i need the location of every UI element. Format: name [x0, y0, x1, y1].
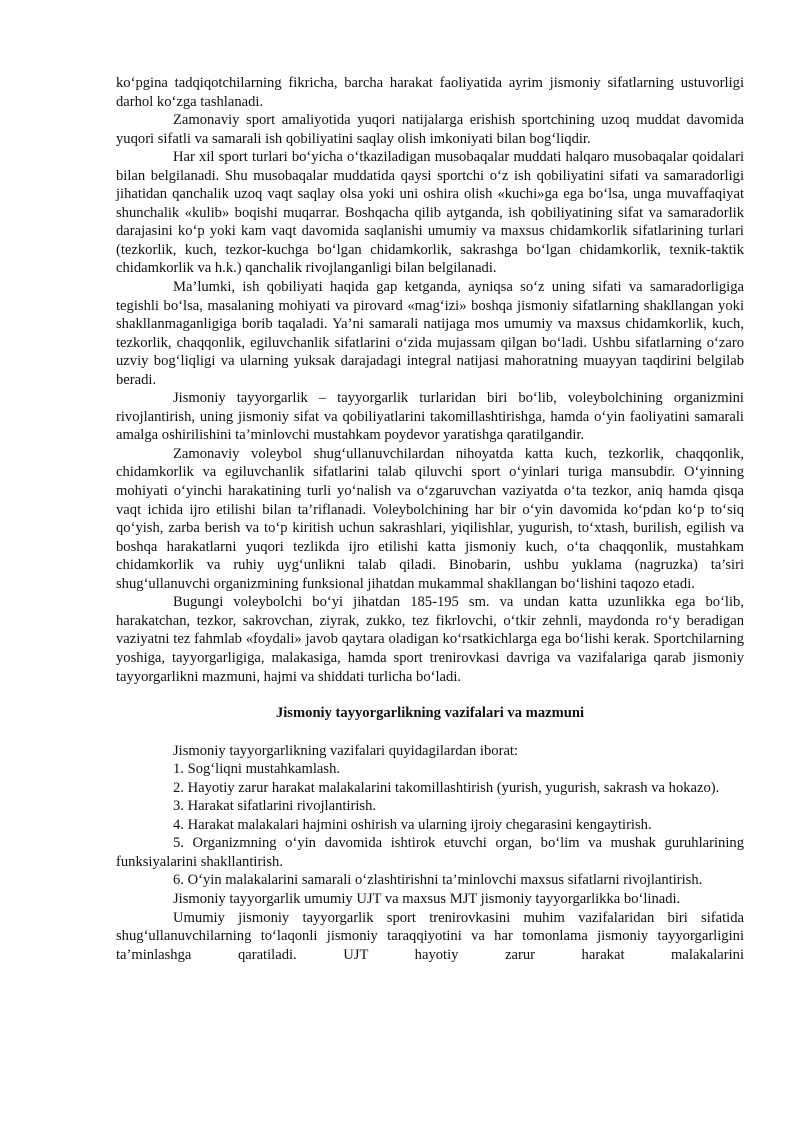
paragraph: Zamonaviy voleybol shug‘ullanuvchilardan nihoyatda katta kuch, tezkorlik, chaqqonlik, chidamkorlik va egiluvchanlik sifatlarini talab qiluvchi sport o‘yinlari turiga mansubdir. O‘yinning mohiyati o‘yinchi harakatining turli yo‘nalish va o‘zgaruvchan vaziyatda o‘ta tezkor, aniq hamda qisqa vaqt ichida ijro etilishi bilan ta’riflanadi. Voleybolchining har bir o‘yin davomida ko‘pdan ko‘p to‘siq qo‘yish, zarba berish va to‘p kiritish uchun sakrashlari, yiqilishlar, yugurish, to‘xtash, burilish, egilish va boshqa harakatlarni yuqori tezlikda ijro etilishi katta jismoniy kuch, o‘ta chaqqonlik, mustahkam chidamkorlik va ruhiy uyg‘unlikni talab qiladi. Binobarin, ushbu yuklama (nagruzka) ta’siri shug‘ullanuvchi organizmining funksional jihatdan mukammal shakllangan bo‘lishini taqozo etadi.: [116, 445, 744, 592]
task-item: 2. Hayotiy zarur harakat malakalarini takomillashtirish (yurish, yugurish, sakrash va hokazo).: [173, 779, 720, 796]
task-item: 3. Harakat sifatlarini rivojlantirish.: [173, 798, 377, 815]
task-item: 6. O‘yin malakalarini samarali o‘zlashtirishni ta’minlovchi maxsus sifatlarni rivojlantirish.: [173, 872, 703, 889]
paragraph: Umumiy jismoniy tayyorgarlik sport trenirovkasini muhim vazifalaridan biri sifatida shug‘ullanuvchilarning to‘laqonli jismoniy taraqqiyotini va har tomonlama jismoniy tayyorgarligini ta’minlashga qaratiladi. UJT hayotiy zarur harakat malakalarini: [116, 909, 744, 963]
paragraph: Jismoniy tayyorgarlik umumiy UJT va maxsus MJT jismoniy tayyorgarlikka bo‘linadi.: [173, 890, 681, 907]
paragraph: Ma’lumki, ish qobiliyati haqida gap ketganda, ayniqsa so‘z uning sifati va samaradorligiga tegishli bo‘lsa, masalaning mohiyati va pirovard «mag‘izi» boshqa jismoniy sifatlarning shakllangan yoki shakllanmaganligiga borib taqaladi. Ya’ni samarali natijaga mos umumiy va maxsus chidamkorlik, kuch, tezkorlik, chaqqonlik, egiluvchanlik sifatlarini o‘zida mujassam qilgan bo‘ladi. Ushbu sifatlarning o‘zaro uzviy bog‘liqligi va ularning yuksak darajadagi integral natijasi mahoratning muayyan taqdirini belgilab beradi.: [116, 279, 744, 388]
paragraph-continuation: ko‘pgina tadqiqotchilarning fikricha, barcha harakat faoliyatida ayrim jismoniy sifatlarning ustuvorligi darhol ko‘zga tashlanadi.: [116, 75, 744, 110]
task-item: 5. Organizmning o‘yin davomida ishtirok etuvchi organ, bo‘lim va mushak guruhlarining funksiyalarini shakllantirish.: [116, 835, 744, 870]
paragraph: Har xil sport turlari bo‘yicha o‘tkaziladigan musobaqalar muddati halqaro musobaqalar qoidalari bilan belgilanadi. Shu musobaqalar muddatida qaysi sportchi o‘z ish qobiliyatini sifati va samaradorligi jihatidan qanchalik uzoq vaqt saqlay olsa yoki uni oshira olish «kuchi»ga ega bo‘lsa, unga muvaffaqiyat shunchalik «kulib» boqishi muqarrar. Boshqacha qilib aytganda, ish qobiliyatining sifat va samaradorlik darajasini ko‘p yoki kam vaqt davomida saqlanishi umumiy va maxsus chidamkorlik sifatlarining turlari (tezkorlik, kuch, tezkor-kuchga bo‘lgan chidamkorlik, sakrashga bo‘lgan chidamkorlik, texnik-taktik chidamkorlik va h.k.) qanchalik rivojlanganligi bilan belgilanadi.: [116, 149, 744, 277]
tasks-intro: Jismoniy tayyorgarlikning vazifalari quyidagilardan iborat:: [173, 742, 519, 759]
section-heading: Jismoniy tayyorgarlikning vazifalari va mazmuni: [275, 705, 585, 722]
paragraph: Jismoniy tayyorgarlik – tayyorgarlik turlaridan biri bo‘lib, voleybolchining organizmini rivojlantirish, uning jismoniy sifat va qobiliyatlarini takomillashtirishga, hamda o‘yin faoliyatini samarali amalga oshirilishini ta’minlovchi mustahkam poydevor yaratishga qaratilgandir.: [116, 390, 744, 444]
document-page: [116, 74, 744, 964]
paragraph: Bugungi voleybolchi bo‘yi jihatdan 185-195 sm. va undan katta uzunlikka ega bo‘lib, harakatchan, tezkor, sakrovchan, ziyrak, zukko, tez fikrlovchi, o‘tkir zehnli, maydonda ro‘y beradigan vaziyatni tez fahmlab «foydali» javob qaytara oladigan ko‘rsatkichlarga ega bo‘lishi kerak. Sportchilarning yoshiga, tayyorgarligiga, malakasiga, hamda sport trenirovkasi davriga va vazifalariga qarab jismoniy tayyorgarlikni mazmuni, hajmi va shiddati turlicha bo‘ladi.: [116, 594, 744, 685]
task-item: 1. Sog‘liqni mustahkamlash.: [173, 761, 341, 778]
paragraph: Zamonaviy sport amaliyotida yuqori natijalarga erishish sportchining uzoq muddat davomida yuqori sifatli va samarali ish qobiliyatini saqlay olish imkoniyati bilan bog‘liqdir.: [116, 112, 744, 147]
task-item: 4. Harakat malakalari hajmini oshirish va ularning ijroiy chegarasini kengaytirish.: [173, 816, 652, 833]
